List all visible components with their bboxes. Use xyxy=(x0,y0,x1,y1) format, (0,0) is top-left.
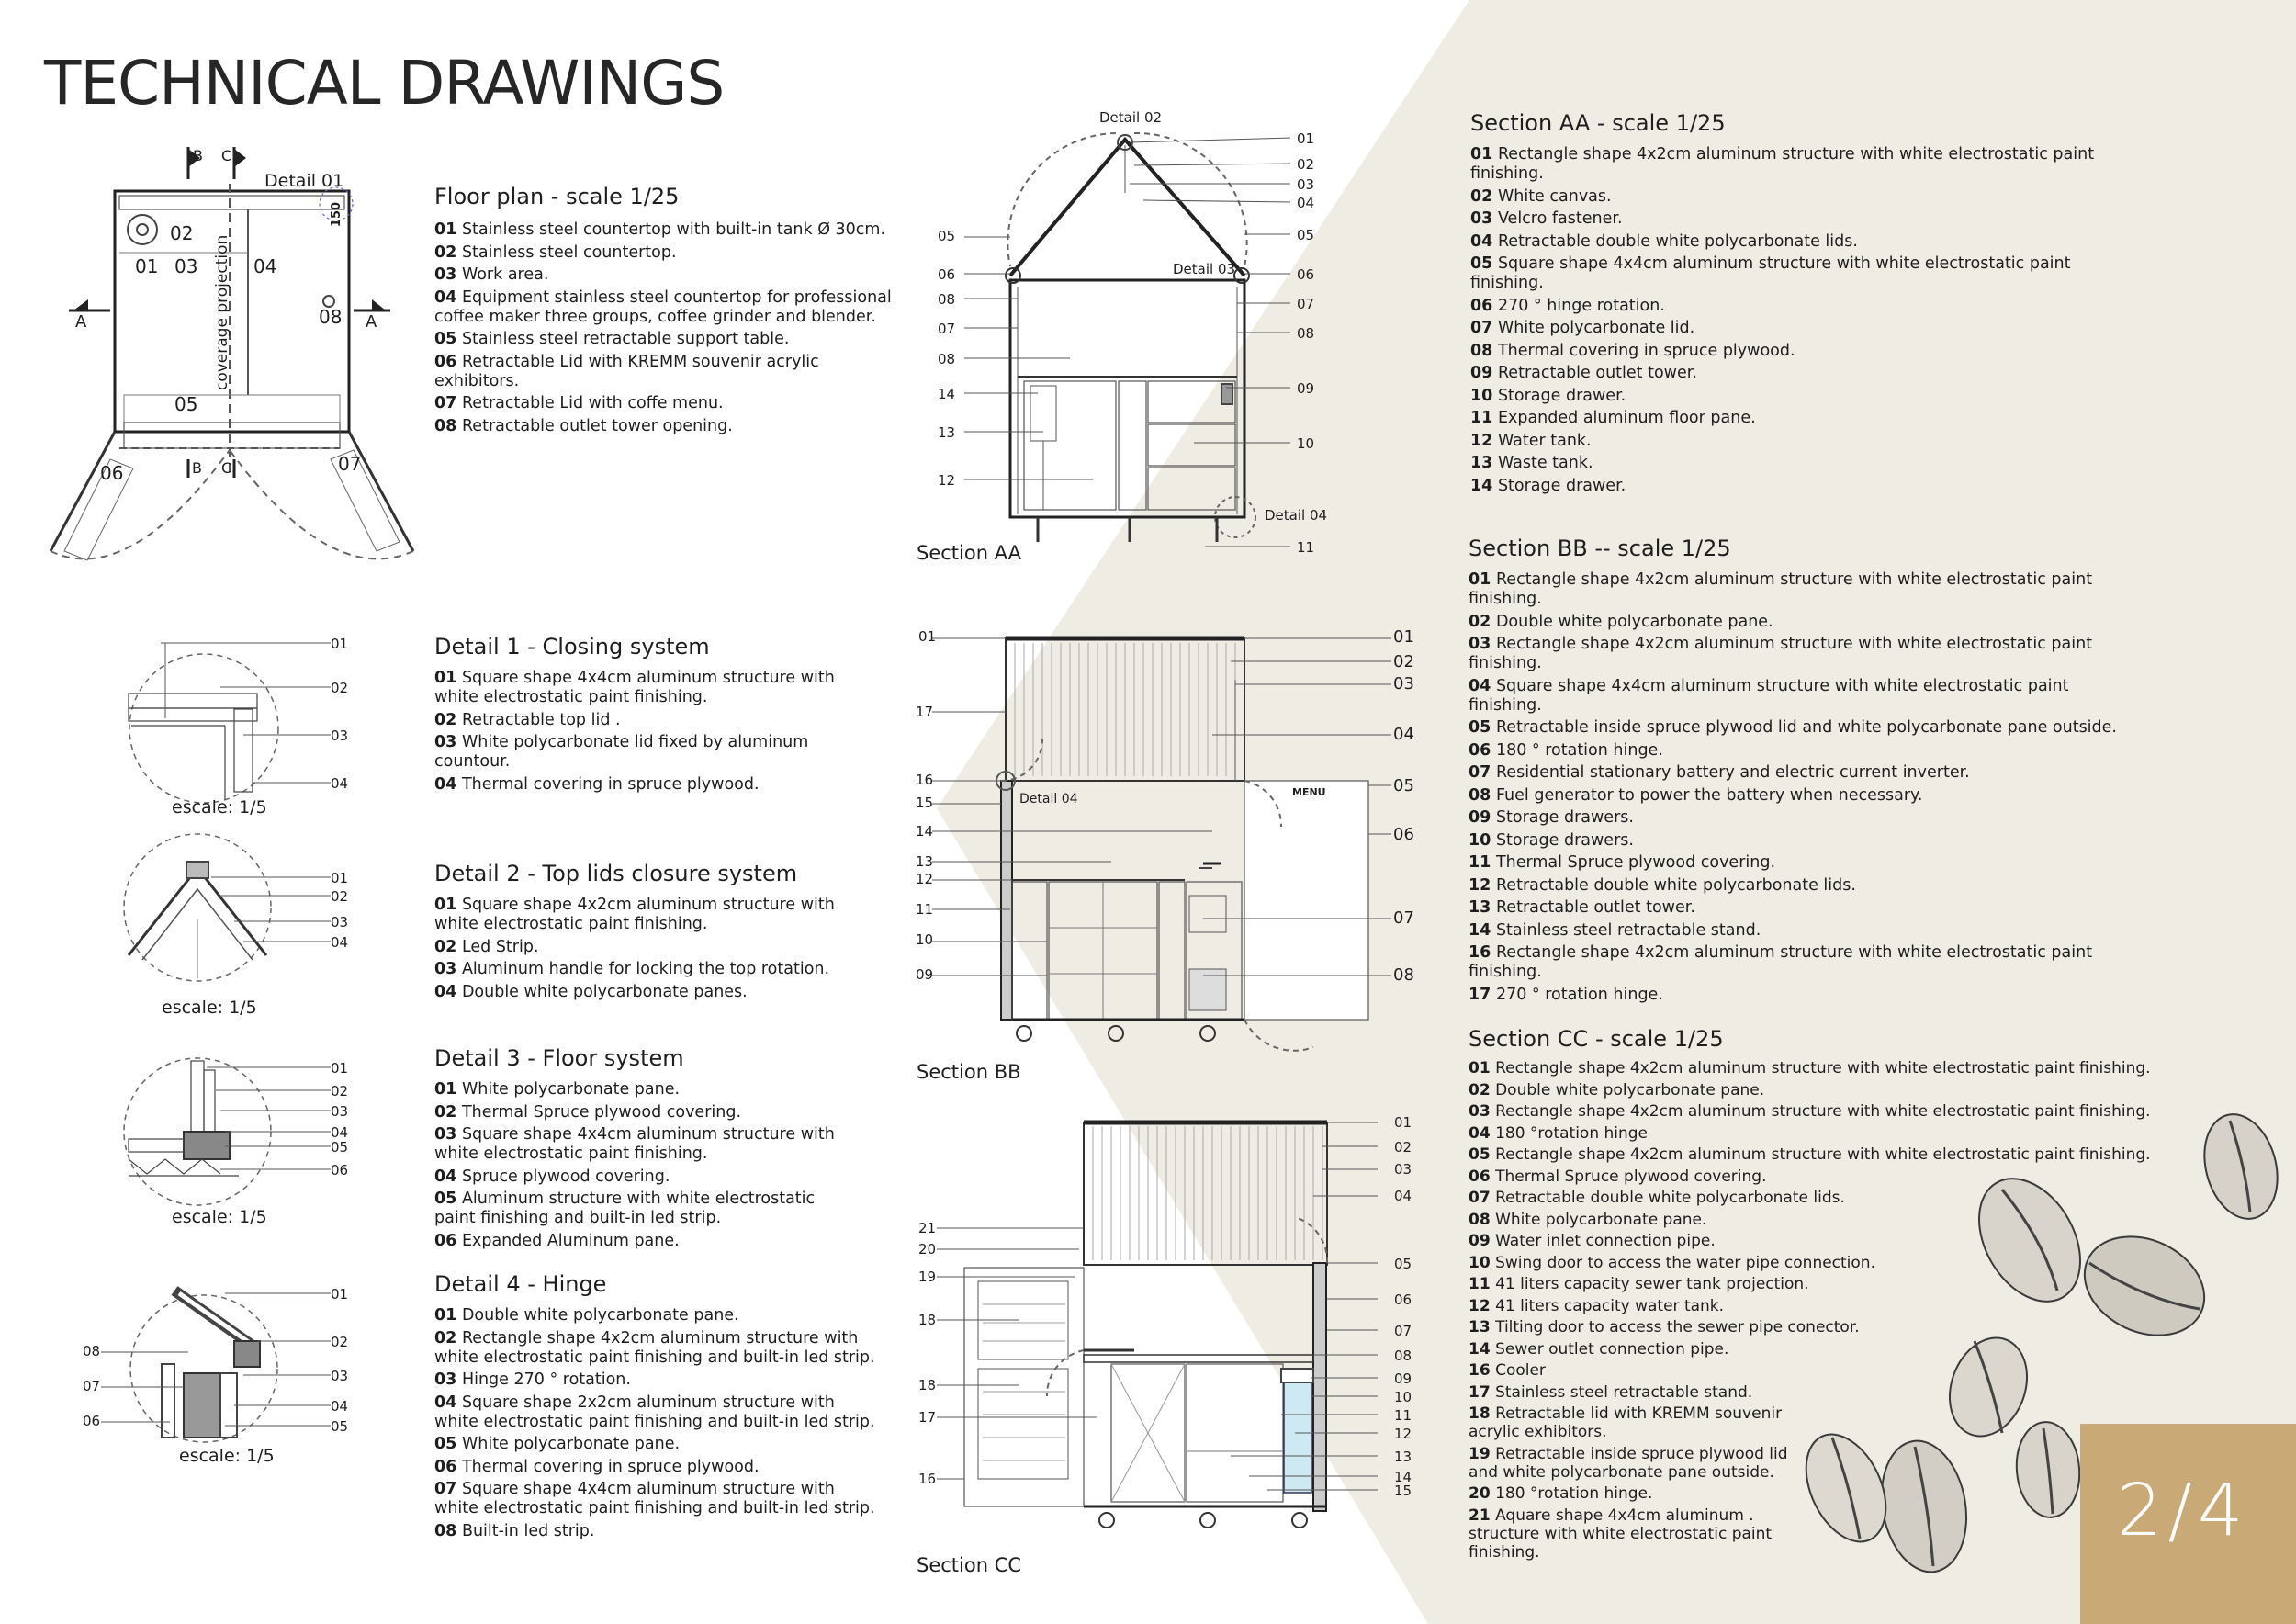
legend-item: 04 Square shape 2x2cm aluminum structure with white electrostatic paint finishing and built-in led strip. xyxy=(434,1393,875,1431)
legend-item: 04 Double white polycarbonate panes. xyxy=(434,982,748,1001)
floor-plan-detail-label: Detail 01 xyxy=(264,171,344,191)
detail4-list xyxy=(434,1306,875,1541)
legend-item: 10 Storage drawer. xyxy=(1470,386,1626,405)
legend-item: 16 Rectangle shape 4x2cm aluminum structure with white electrostatic paint finishing. xyxy=(1469,943,2093,981)
detail1-callout: 02 xyxy=(331,680,349,696)
legend-item: 12 41 liters capacity water tank. xyxy=(1469,1296,1725,1315)
cut-b-bottom: B xyxy=(192,459,202,477)
section-bb-callout-left: 17 xyxy=(916,704,934,720)
legend-item: 07 White polycarbonate lid. xyxy=(1470,319,1695,337)
legend-item: 08 Thermal covering in spruce plywood. xyxy=(1470,341,1795,360)
legend-item: 01 Rectangle shape 4x2cm aluminum structure with white electrostatic paint finishing. xyxy=(1469,1059,2151,1077)
floor-plan-drawing xyxy=(51,147,413,560)
legend-item: 06 Thermal covering in spruce plywood. xyxy=(434,1457,760,1476)
section-bb-callout: 08 xyxy=(1393,965,1414,985)
section-bb-callout: 07 xyxy=(1393,908,1414,928)
section-aa-callout: 03 xyxy=(1297,176,1315,193)
detail4-callout: 06 xyxy=(83,1413,101,1429)
legend-item: 11 41 liters capacity sewer tank projection. xyxy=(1469,1275,1809,1293)
detail3-callout: 03 xyxy=(331,1103,349,1120)
detail3-callout: 02 xyxy=(331,1083,349,1100)
legend-item: 09 Water inlet connection pipe. xyxy=(1469,1232,1716,1250)
section-cc-callout-left: 18 xyxy=(918,1377,937,1393)
floor-plan-label-05: 05 xyxy=(174,393,198,415)
section-bb-list xyxy=(1469,570,2130,1005)
section-aa-callout-left: 05 xyxy=(938,228,956,244)
section-aa-callout-left: 08 xyxy=(938,351,956,367)
legend-item: 09 Retractable outlet tower. xyxy=(1470,364,1697,382)
section-cc-callout: 14 xyxy=(1394,1469,1412,1485)
detail4-legend xyxy=(434,1271,875,1544)
section-aa-callout: 08 xyxy=(1297,325,1315,342)
legend-item: 10 Swing door to access the water pipe connection. xyxy=(1469,1253,1875,1272)
legend-item: 11 Expanded aluminum floor pane. xyxy=(1470,409,1756,427)
section-cc-callout: 09 xyxy=(1394,1370,1412,1387)
legend-item: 07 Retractable Lid with coffe menu. xyxy=(434,394,724,412)
detail3-legend xyxy=(434,1045,838,1254)
legend-item: 02 Double white polycarbonate pane. xyxy=(1469,612,1773,631)
section-cc-callout: 03 xyxy=(1394,1161,1412,1178)
legend-item: 01 Stainless steel countertop with built-in tank Ø 30cm. xyxy=(434,220,886,239)
floor-plan-dim-label: 150 xyxy=(330,201,344,228)
legend-item: 17 Stainless steel retractable stand. xyxy=(1469,1382,1753,1402)
section-bb-callout: 01 xyxy=(1393,627,1414,647)
legend-item: 05 Retractable inside spruce plywood lid and white polycarbonate pane outside. xyxy=(1469,718,2117,737)
legend-item: 01 Square shape 4x4cm aluminum structure with white electrostatic paint finishing. xyxy=(434,669,835,706)
floor-plan-label-01: 01 xyxy=(135,255,159,277)
legend-item: 02 Stainless steel countertop. xyxy=(434,242,677,262)
section-aa-callout: 04 xyxy=(1297,195,1315,211)
page-number-badge xyxy=(2080,1424,2296,1624)
section-aa-callout: 07 xyxy=(1297,296,1315,312)
section-bb-callout: 05 xyxy=(1393,776,1414,795)
detail2-legend xyxy=(434,861,838,1005)
detail4-callout: 04 xyxy=(331,1398,349,1415)
section-aa-title: Section AA - scale 1/25 xyxy=(1470,110,1726,136)
legend-item: 04 180 °rotation hinge xyxy=(1469,1123,1649,1143)
legend-item: 01 White polycarbonate pane. xyxy=(434,1080,681,1099)
section-aa-detail04: Detail 04 xyxy=(1265,507,1328,524)
section-cc-title: Section CC - scale 1/25 xyxy=(1469,1026,1724,1052)
legend-item: 14 Storage drawer. xyxy=(1470,476,1626,495)
legend-item: 06 Thermal Spruce plywood covering. xyxy=(1469,1167,1767,1186)
floor-plan-label-08: 08 xyxy=(319,306,343,328)
detail1-callout: 04 xyxy=(331,775,349,792)
legend-item: 08 Built-in led strip. xyxy=(434,1521,595,1540)
detail2-title: Detail 2 - Top lids closure system xyxy=(434,861,798,886)
section-bb-menu: MENU xyxy=(1292,786,1326,798)
section-cc-callout-left: 17 xyxy=(918,1409,937,1426)
section-cc-callout-left: 16 xyxy=(918,1471,937,1487)
section-bb-callout-left: 11 xyxy=(916,901,934,918)
cut-b-top: B xyxy=(193,147,203,164)
section-aa-callout-left: 07 xyxy=(938,321,956,337)
legend-item: 06 180 ° rotation hinge. xyxy=(1469,740,1663,760)
floor-plan-title: Floor plan - scale 1/25 xyxy=(434,184,680,209)
detail4-callout: 05 xyxy=(331,1418,349,1435)
section-bb-callout: 02 xyxy=(1393,652,1414,671)
legend-item: 03 Square shape 4x4cm aluminum structure with white electrostatic paint finishing. xyxy=(434,1125,835,1163)
detail1-scale: escale: 1/5 xyxy=(172,797,267,818)
section-aa-callout: 02 xyxy=(1297,156,1315,173)
detail3-list xyxy=(434,1080,838,1251)
section-bb-callout-left: 09 xyxy=(916,966,934,983)
section-bb-title: Section BB -- scale 1/25 xyxy=(1469,536,1731,561)
legend-item: 04 Square shape 4x4cm aluminum structure with white electrostatic paint finishing. xyxy=(1469,676,2069,715)
section-cc-callout-left: 18 xyxy=(918,1312,937,1328)
legend-item: 19 Retractable inside spruce plywood lid and white polycarbonate pane outside. xyxy=(1469,1444,1788,1482)
section-bb-callout: 04 xyxy=(1393,725,1414,744)
legend-item: 09 Storage drawers. xyxy=(1469,808,1634,827)
page-number: 2/4 xyxy=(2117,1470,2249,1552)
legend-item: 08 Retractable outlet tower opening. xyxy=(434,416,733,435)
legend-item: 13 Waste tank. xyxy=(1470,454,1593,472)
legend-item: 08 White polycarbonate pane. xyxy=(1469,1210,1707,1229)
detail2-scale: escale: 1/5 xyxy=(162,998,257,1018)
legend-item: 16 Cooler xyxy=(1469,1361,1546,1380)
section-aa-caption: Section AA xyxy=(917,542,1022,564)
cut-c-top: C xyxy=(221,147,232,164)
detail4-callout: 02 xyxy=(331,1334,349,1350)
section-bb-callout-left: 16 xyxy=(916,772,934,788)
legend-item: 01 Square shape 4x2cm aluminum structure with white electrostatic paint finishing. xyxy=(434,896,835,933)
legend-item: 14 Stainless steel retractable stand. xyxy=(1469,920,1761,940)
detail2-callout: 02 xyxy=(331,888,349,905)
legend-item: 02 Double white polycarbonate pane. xyxy=(1469,1080,1765,1100)
legend-item: 05 Stainless steel retractable support table. xyxy=(434,330,790,348)
legend-item: 03 Rectangle shape 4x2cm aluminum structure with white electrostatic paint finishing. xyxy=(1469,1102,2151,1121)
legend-item: 06 Expanded Aluminum pane. xyxy=(434,1231,680,1250)
legend-item: 11 Thermal Spruce plywood covering. xyxy=(1469,853,1776,872)
floor-plan-label-06: 06 xyxy=(100,462,124,484)
cut-a-right: A xyxy=(366,312,377,332)
legend-item: 01 Double white polycarbonate pane. xyxy=(434,1306,739,1325)
legend-item: 07 Retractable double white polycarbonate lids. xyxy=(1469,1189,1845,1207)
section-bb-legend xyxy=(1469,536,2130,1008)
legend-item: 06 Retractable Lid with KREMM souvenir acrylic exhibitors. xyxy=(434,352,819,390)
legend-item: 01 Rectangle shape 4x2cm aluminum structure with white electrostatic paint finishing. xyxy=(1470,145,2095,183)
detail3-drawing xyxy=(124,1058,331,1205)
section-bb-callout-left: 14 xyxy=(916,823,934,840)
floor-plan-legend xyxy=(434,184,894,439)
section-aa-callout: 11 xyxy=(1297,539,1315,556)
section-cc-callout: 08 xyxy=(1394,1348,1412,1364)
legend-item: 03 Work area. xyxy=(434,265,549,284)
section-cc-legend xyxy=(1469,1026,2167,1564)
cut-a-left: A xyxy=(75,312,87,332)
section-aa-callout: 05 xyxy=(1297,227,1315,243)
detail2-callout: 04 xyxy=(331,934,349,951)
section-aa-callout: 09 xyxy=(1297,380,1315,397)
detail4-callout: 03 xyxy=(331,1368,349,1384)
legend-item: 07 Residential stationary battery and electric current inverter. xyxy=(1469,763,1970,782)
legend-item: 05 White polycarbonate pane. xyxy=(434,1435,681,1453)
section-aa-callout: 01 xyxy=(1297,130,1315,147)
legend-item: 03 Hinge 270 ° rotation. xyxy=(434,1370,631,1389)
detail3-callout: 06 xyxy=(331,1162,349,1179)
legend-item: 02 White canvas. xyxy=(1470,186,1612,206)
detail4-title: Detail 4 - Hinge xyxy=(434,1271,607,1297)
section-cc-caption: Section CC xyxy=(917,1554,1022,1576)
detail2-callout: 03 xyxy=(331,914,349,930)
detail4-callout: 08 xyxy=(83,1343,101,1359)
page-title: TECHNICAL DRAWINGS xyxy=(44,48,725,118)
section-cc-drawing xyxy=(937,1122,1378,1528)
legend-item: 18 Retractable lid with KREMM souvenir acrylic exhibitors. xyxy=(1469,1404,1783,1441)
section-bb-caption: Section BB xyxy=(917,1061,1021,1083)
detail1-list xyxy=(434,669,838,795)
detail4-scale: escale: 1/5 xyxy=(179,1446,275,1466)
section-cc-callout: 06 xyxy=(1394,1291,1412,1308)
legend-item: 02 Led Strip. xyxy=(434,937,539,956)
legend-item: 05 Aluminum structure with white electrostatic paint finishing and built-in led strip. xyxy=(434,1190,816,1227)
section-aa-callout: 06 xyxy=(1297,266,1315,283)
section-aa-callout: 10 xyxy=(1297,435,1315,452)
detail2-drawing xyxy=(124,834,331,981)
section-bb-drawing xyxy=(932,638,1391,1051)
detail4-drawing xyxy=(101,1291,331,1442)
legend-item: 03 White polycarbonate lid fixed by aluminum countour. xyxy=(434,733,809,771)
legend-item: 03 Rectangle shape 4x2cm aluminum structure with white electrostatic paint finishing. xyxy=(1469,635,2093,672)
legend-item: 04 Equipment stainless steel countertop for professional coffee maker three groups, coffee grinder and blender. xyxy=(434,288,892,326)
section-aa-callout-left: 13 xyxy=(938,424,956,441)
cut-c-bottom: C xyxy=(221,459,232,477)
detail1-callout: 01 xyxy=(331,636,349,652)
section-aa-legend xyxy=(1470,110,2132,499)
section-aa-list xyxy=(1470,145,2132,496)
section-aa-callout-left: 14 xyxy=(938,386,956,402)
legend-item: 20 180 °rotation hinge. xyxy=(1469,1484,1653,1503)
legend-item: 12 Retractable double white polycarbonate lids. xyxy=(1469,875,1856,895)
legend-item: 04 Retractable double white polycarbonate lids. xyxy=(1470,231,1858,251)
floor-plan-list xyxy=(434,220,894,436)
legend-item: 05 Square shape 4x4cm aluminum structure with white electrostatic paint finishing. xyxy=(1470,254,2071,292)
legend-item: 08 Fuel generator to power the battery when necessary. xyxy=(1469,785,1923,805)
floor-plan-label-03: 03 xyxy=(174,255,198,277)
section-cc-callout-left: 20 xyxy=(918,1241,937,1257)
floor-plan-label-02: 02 xyxy=(170,222,194,244)
detail1-drawing xyxy=(129,643,331,803)
legend-item: 06 270 ° hinge rotation. xyxy=(1470,296,1665,315)
legend-item: 02 Retractable top lid . xyxy=(434,710,621,729)
section-cc-callout: 02 xyxy=(1394,1139,1412,1156)
section-cc-list xyxy=(1469,1059,2167,1562)
section-aa-drawing xyxy=(964,133,1290,547)
legend-item: 21 Aquare shape 4x4cm aluminum . structure with white electrostatic paint finishing. xyxy=(1469,1506,1773,1562)
section-bb-callout-left: 15 xyxy=(916,795,934,811)
section-aa-callout-left: 06 xyxy=(938,266,956,283)
floor-plan-label-04: 04 xyxy=(253,255,277,277)
legend-item: 13 Retractable outlet tower. xyxy=(1469,898,1695,917)
detail4-callout: 01 xyxy=(331,1286,349,1303)
section-cc-callout: 04 xyxy=(1394,1188,1412,1204)
detail1-title: Detail 1 - Closing system xyxy=(434,634,710,660)
detail2-callout: 01 xyxy=(331,870,349,886)
section-cc-callout-left: 21 xyxy=(918,1220,937,1236)
detail3-callout: 04 xyxy=(331,1124,349,1141)
section-bb-callout: 03 xyxy=(1393,674,1414,694)
detail1-callout: 03 xyxy=(331,727,349,744)
section-cc-callout: 13 xyxy=(1394,1449,1412,1465)
section-bb-callout-left: 01 xyxy=(918,628,937,645)
detail3-title: Detail 3 - Floor system xyxy=(434,1045,684,1071)
legend-item: 10 Storage drawers. xyxy=(1469,830,1634,850)
legend-item: 04 Spruce plywood covering. xyxy=(434,1167,670,1186)
detail1-legend xyxy=(434,634,838,797)
detail2-list xyxy=(434,896,838,1002)
section-bb-callout: 06 xyxy=(1393,825,1414,844)
section-bb-detail04: Detail 04 xyxy=(1019,792,1078,806)
section-aa-detail02: Detail 02 xyxy=(1099,109,1163,126)
legend-item: 12 Water tank. xyxy=(1470,431,1592,450)
section-cc-callout: 12 xyxy=(1394,1426,1412,1442)
detail3-callout: 01 xyxy=(331,1060,349,1077)
section-cc-callout-left: 19 xyxy=(918,1269,937,1285)
section-cc-callout: 15 xyxy=(1394,1483,1412,1499)
legend-item: 02 Thermal Spruce plywood covering. xyxy=(434,1102,742,1122)
section-bb-callout-left: 13 xyxy=(916,853,934,870)
detail3-scale: escale: 1/5 xyxy=(172,1207,267,1227)
legend-item: 17 270 ° rotation hinge. xyxy=(1469,985,1663,1004)
section-bb-callout-left: 10 xyxy=(916,931,934,948)
section-aa-detail03: Detail 03 xyxy=(1173,261,1236,277)
legend-item: 01 Rectangle shape 4x2cm aluminum structure with white electrostatic paint finishing. xyxy=(1469,570,2093,608)
detail4-callout: 07 xyxy=(83,1378,101,1394)
legend-item: 07 Square shape 4x4cm aluminum structure with white electrostatic paint finishing and built-in led strip. xyxy=(434,1480,875,1517)
legend-item: 02 Rectangle shape 4x2cm aluminum structure with white electrostatic paint finishing and built-in led strip. xyxy=(434,1328,875,1367)
detail3-callout: 05 xyxy=(331,1139,349,1156)
legend-item: 04 Thermal covering in spruce plywood. xyxy=(434,774,760,794)
section-cc-callout: 10 xyxy=(1394,1389,1412,1405)
legend-item: 05 Rectangle shape 4x2cm aluminum structure with white electrostatic paint finishing. xyxy=(1469,1145,2151,1164)
legend-item: 03 Velcro fastener. xyxy=(1470,209,1623,228)
section-cc-callout: 07 xyxy=(1394,1323,1412,1339)
coverage-projection-label: coverage projection xyxy=(213,234,231,390)
legend-item: 13 Tilting door to access the sewer pipe conector. xyxy=(1469,1318,1860,1336)
section-aa-callout-left: 08 xyxy=(938,291,956,308)
section-cc-callout: 11 xyxy=(1394,1407,1412,1424)
section-cc-callout: 05 xyxy=(1394,1256,1412,1272)
section-aa-callout-left: 12 xyxy=(938,472,956,489)
floor-plan-label-07: 07 xyxy=(338,453,362,475)
section-cc-callout: 01 xyxy=(1394,1114,1412,1131)
section-bb-callout-left: 12 xyxy=(916,871,934,887)
legend-item: 03 Aluminum handle for locking the top rotation. xyxy=(434,960,830,978)
legend-item: 14 Sewer outlet connection pipe. xyxy=(1469,1339,1729,1359)
